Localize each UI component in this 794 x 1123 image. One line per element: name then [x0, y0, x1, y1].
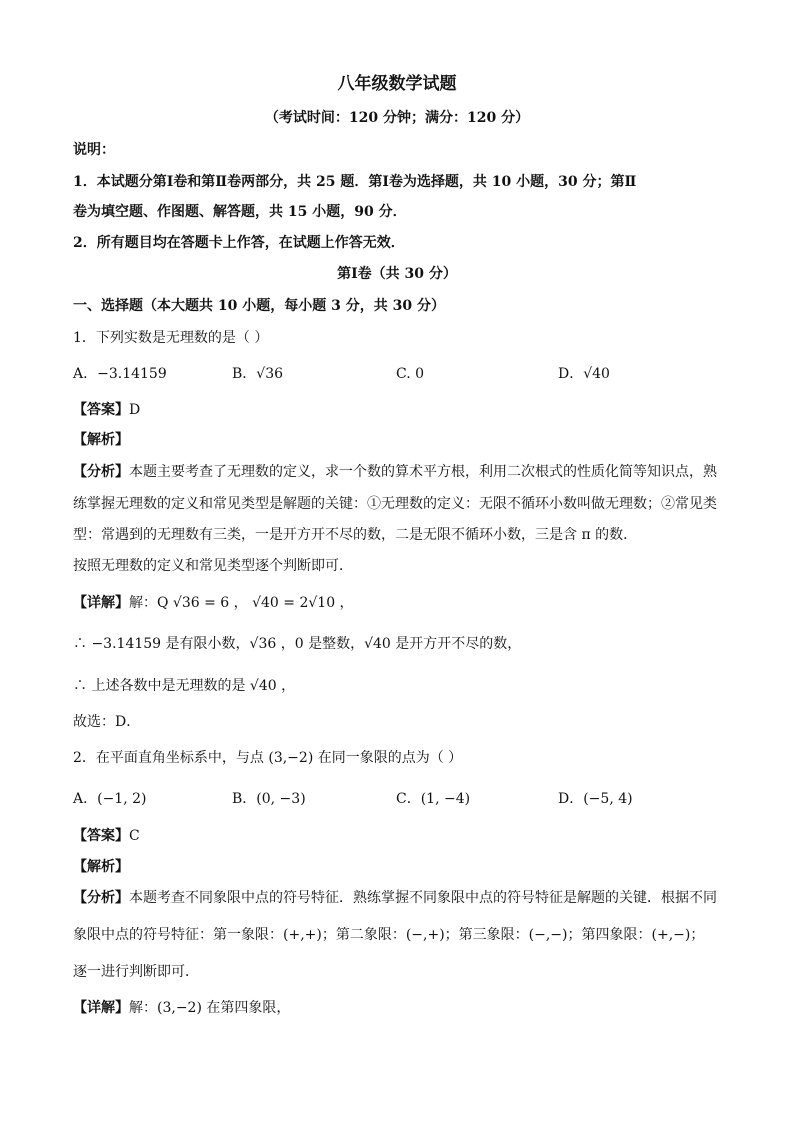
- question-2-stem: 2．在平面直角坐标系中，与点 (3,−2) 在同一象限的点为（ ）: [73, 750, 463, 766]
- q1-fenxi-line-2: 练掌握无理数的定义和常见类型是解题的关键：①无理数的定义：无限不循环小数叫做无理数；②常见类: [73, 496, 717, 512]
- part-heading: 一、选择题（本大题共 10 小题，每小题 3 分，共 30 分）: [73, 298, 445, 314]
- xiangjie-text: 解：(3,−2) 在第四象限，: [129, 1000, 291, 1016]
- q1-answer: [73, 400, 140, 420]
- q2-analysis-tag: 【解析】: [73, 859, 129, 875]
- note-item-1-line-2: 卷为填空题、作图题、解答题，共 15 小题，90 分．: [73, 204, 407, 220]
- q1-xiangjie-line-3: ∴ 上述各数中是无理数的是 √40 ，: [73, 678, 296, 694]
- q2-answer: [73, 826, 140, 846]
- q1-fenxi-line-4: 按照无理数的定义和常见类型逐个判断即可．: [73, 558, 353, 574]
- q2-fenxi-line-1: [73, 888, 717, 908]
- q2-option-c: C．(1, −4): [396, 791, 471, 807]
- answer-tag: 【答案】: [73, 828, 129, 844]
- q2-option-d: D．(−5, 4): [558, 791, 633, 807]
- q1-option-a: A．−3.14159: [73, 366, 167, 382]
- q1-fenxi-line-3: 型：常遇到的无理数有三类，一是开方开不尽的数，二是无限不循环小数，三是含 π 的数．: [73, 527, 638, 543]
- section-title: 第Ⅰ卷（共 30 分）: [337, 266, 457, 282]
- xiangjie-tag: 【详解】: [73, 1000, 129, 1016]
- q1-option-b: B．√36: [232, 366, 284, 382]
- q1-fenxi-line-1: [73, 462, 717, 482]
- q1-option-d: D．√40: [558, 366, 610, 382]
- q1-option-c: C. 0: [396, 366, 425, 382]
- note-item-2: 2．所有题目均在答题卡上作答，在试题上作答无效．: [73, 235, 405, 251]
- q1-xiangjie-line-1: [73, 593, 354, 613]
- q2-option-b: B．(0, −3): [232, 791, 306, 807]
- q1-analysis-tag: 【解析】: [73, 432, 129, 448]
- q1-choose: 故选：D．: [73, 714, 141, 730]
- xiangjie-text: 解：Q √36 = 6 ， √40 = 2√10 ，: [129, 595, 354, 611]
- q2-fenxi-line-2: 象限中点的符号特征：第一象限：(+,+)；第二象限：(−,+)；第三象限：(−,−)；第四象限：(+,−)；: [73, 927, 705, 943]
- q1-xiangjie-line-2: ∴ −3.14159 是有限小数，√36 ，0 是整数，√40 是开方开不尽的数，: [73, 636, 522, 652]
- answer-value: D: [129, 402, 141, 418]
- question-1-stem: 1．下列实数是无理数的是（ ）: [73, 330, 269, 346]
- xiangjie-tag: 【详解】: [73, 595, 129, 611]
- fenxi-text: 本题考查不同象限中点的符号特征．熟练掌握不同象限中点的符号特征是解题的关键．根据不同: [129, 890, 717, 906]
- q2-xiangjie-line-1: [73, 998, 290, 1018]
- page-title: 八年级数学试题: [337, 74, 457, 94]
- answer-value: C: [129, 828, 140, 844]
- fenxi-tag: 【分析】: [73, 464, 129, 480]
- fenxi-tag: 【分析】: [73, 890, 129, 906]
- notes-heading: 说明：: [73, 142, 115, 158]
- note-item-1-line-1: 1．本试题分第Ⅰ卷和第Ⅱ卷两部分，共 25 题．第Ⅰ卷为选择题，共 10 小题，30 分；第Ⅱ: [73, 174, 637, 190]
- exam-subtitle: （考试时间：120 分钟；满分：120 分）: [264, 110, 530, 126]
- q2-option-a: A．(−1, 2): [73, 791, 147, 807]
- q2-fenxi-line-3: 逐一进行判断即可．: [73, 964, 199, 980]
- answer-tag: 【答案】: [73, 402, 129, 418]
- fenxi-text: 本题主要考查了无理数的定义，求一个数的算术平方根，利用二次根式的性质化简等知识点，熟: [129, 464, 717, 480]
